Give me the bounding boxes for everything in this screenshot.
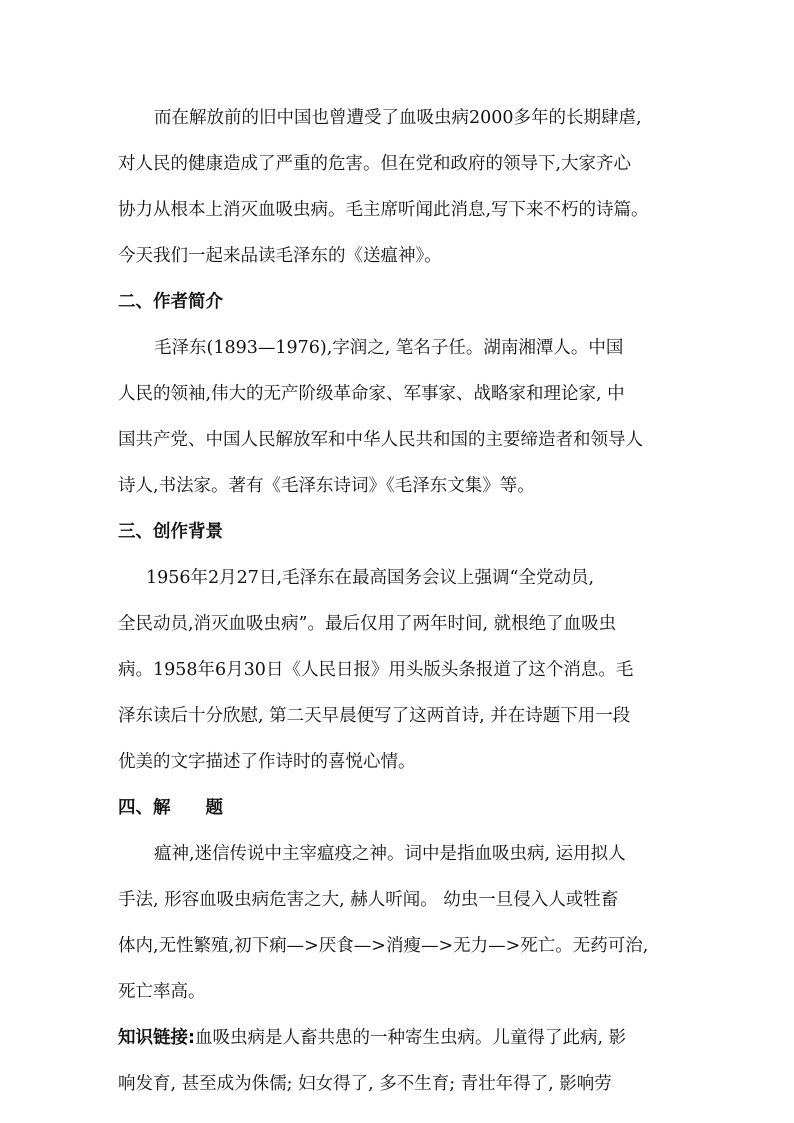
intro-paragraph xyxy=(118,95,688,279)
text-line xyxy=(118,1015,688,1061)
text-line: 协力从根本上消灭血吸虫病。毛主席听闻此消息,写下来不朽的诗篇。 xyxy=(118,200,649,220)
text-line: 人民的领袖,伟大的无产阶级革命家、军事家、战略家和理论家, 中 xyxy=(118,384,625,404)
text-line: 响发育, 甚至成为侏儒; 妇女得了, 多不生育; 青壮年得了, 影响劳 xyxy=(118,1074,612,1094)
knowledge-link-label: 知识链接: xyxy=(118,1028,195,1048)
text-line: 体内,无性繁殖,初下痢—>厌食—>消瘦—>无力—>死亡。无药可治, xyxy=(118,936,649,956)
text-line: 全民动员,消灭血吸虫病”。最后仅用了两年时间, 就根绝了血吸虫 xyxy=(118,614,617,634)
author-paragraph xyxy=(118,325,688,509)
text-line: 而在解放前的旧中国也曾遭受了血吸虫病2000多年的长期肆虐, xyxy=(154,108,642,128)
text-line: 病。1958年6月30日《人民日报》用头版头条报道了这个消息。毛 xyxy=(118,660,634,680)
text-line: 手法, 形容血吸虫病危害之大, 赫人听闻。 幼虫一旦侵入人或牲畜 xyxy=(118,890,619,910)
text-line: 对人民的健康造成了严重的危害。但在党和政府的领导下,大家齐心 xyxy=(118,154,632,174)
text-line: 今天我们一起来品读毛泽东的《送瘟神》。 xyxy=(118,246,442,266)
knowledge-link-paragraph xyxy=(118,1015,688,1107)
text-line: 毛泽东(1893—1976),字润之, 笔名子任。湖南湘潭人。中国 xyxy=(154,338,624,358)
text-line: 诗人,书法家。著有《毛泽东诗词》《毛泽东文集》等。 xyxy=(118,476,535,496)
title-explanation-paragraph xyxy=(118,831,688,1015)
text-line: 泽东读后十分欣慰, 第二天早晨便写了这两首诗, 并在诗题下用一段 xyxy=(118,706,631,726)
text-line: 国共产党、中国人民解放军和中华人民共和国的主要缔造者和领导人 xyxy=(118,430,643,450)
document-body xyxy=(118,95,688,1107)
section-heading-background: 三、创作背景 xyxy=(118,522,223,542)
text-line: 1956年2月27日,毛泽东在最高国务会议上强调“全党动员, xyxy=(146,568,595,588)
section-heading-title-explanation: 四、解 题 xyxy=(118,798,223,818)
text-line: 死亡率高。 xyxy=(118,982,206,1002)
background-paragraph xyxy=(118,555,688,785)
text-line: 瘟神,迷信传说中主宰瘟疫之神。词中是指血吸虫病, 运用拟人 xyxy=(154,844,626,864)
text-line: 优美的文字描述了作诗时的喜悦心情。 xyxy=(118,752,416,772)
knowledge-link-text: 血吸虫病是人畜共患的一种寄生虫病。儿童得了此病, 影 xyxy=(195,1028,627,1048)
section-heading-author: 二、作者简介 xyxy=(118,292,223,312)
